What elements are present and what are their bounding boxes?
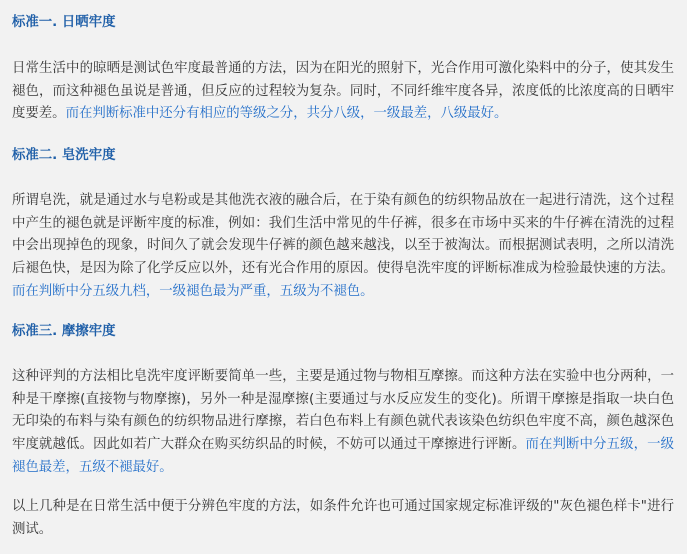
closing-paragraph: 以上几种是在日常生活中便于分辨色牢度的方法，如条件允许也可通过国家规定标准评级的"灰色褪色样卡"进行测试。: [12, 499, 674, 537]
paragraph: [12, 58, 674, 126]
highlight-text: 而在判断标准中还分有相应的等级之分，共分八级，一级最差，八级最好。: [65, 106, 508, 122]
section-heading: 标准三. 摩擦牢度: [12, 324, 116, 339]
paragraph: [12, 366, 674, 480]
section-2: [12, 145, 674, 167]
section-3-body: [12, 366, 674, 480]
section-1: [12, 12, 674, 34]
section-1-body: [12, 58, 674, 126]
section-heading: 标准二. 皂洗牢度: [12, 148, 116, 163]
highlight-text: 而在判断中分五级九档，一级褪色最为严重，五级为不褪色。: [12, 283, 374, 299]
paragraph-text: 所谓皂洗，就是通过水与皂粉或是其他洗衣液的融合后，在于染有颜色的纺织物品放在一起进行清洗，这个过程中产生的褪色就是评断牢度的标准，例如：我们生活中常见的牛仔裤，很多在市场中买来的牛仔裤在清洗的过程中会出现掉色的现象，时间久了就会发现牛仔裤的颜色越来越浅，以至于被淘汰。而根据测试表明，之所以清洗后褪色快，是因为除了化学反应以外，还有光合作用的原因。使得皂洗牢度的评断标准成为检验最快速的方法。: [12, 193, 674, 277]
section-3: [12, 321, 674, 343]
paragraph: [12, 190, 674, 304]
paragraph-text: 这种评判的方法相比皂洗牢度评断要简单一些，主要是通过物与物相互摩擦。而这种方法在实验中也分两种，一种是干摩擦(直接物与物摩擦)，另外一种是湿摩擦(主要通过与水反应发生的变化)。所谓干摩擦是指取一块白色无印染的布料与染有颜色的纺织物品进行摩擦，若白色布料上有颜色就代表该染色纺织色牢度不高，颜色越深色牢度就越低。因此如若广大群众在购买纺织品的时候，不妨可以通过干摩擦进行评断。: [12, 369, 674, 453]
highlight-text: 而在判断中分五级，一级褪色最差，五级不褪最好。: [12, 437, 675, 475]
paragraph-text: 日常生活中的晾晒是测试色牢度最普通的方法，因为在阳光的照射下，光合作用可激化染料中的分子，使其发生褪色，而这种褪色虽说是普通，但反应的过程较为复杂。同时，不同纤维牢度各异，浓度低的比浓度高的日晒牢度要差。: [12, 61, 674, 122]
closing-block: [12, 496, 674, 541]
section-2-body: [12, 190, 674, 304]
section-heading: 标准一. 日晒牢度: [12, 15, 116, 30]
